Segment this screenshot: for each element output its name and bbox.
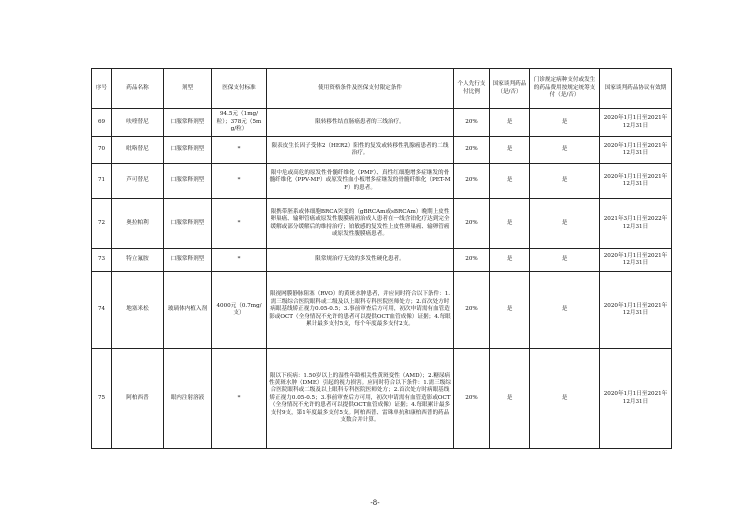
- cell-outpatient: 是: [530, 272, 600, 349]
- cell-form: 口服常释剂型: [164, 199, 212, 249]
- cell-conditions: 限以下疾病：1.50岁以上的湿性年龄相关性黄斑变性（AMD）；2.糖尿病性黄斑水肿（DME）引起的视力损害。应同时符合以下条件：1.需三级综合医院眼科或二级及以上眼科专科医院医师处方；2.首次处方时病眼基线矫正视力0.05-0.5；3.事前审查后方可用，初次申请需有血管造影或OCT（全身情况不允许的患者可以提供OCT血管成像）证据；4.每眼累计最多支付9支，第1年度最多支付5支。阿柏西普、雷珠单抗和康柏西普的药品支数合并计算。: [267, 349, 454, 449]
- cell-no: 71: [92, 164, 112, 199]
- cell-conditions: 限视网膜静脉阻塞（RVO）的黄斑水肿患者，并应同时符合以下条件：1.需三级综合医院眼科或二级及以上眼科专科医院医师处方；2.首次处方时病眼基线矫正视力0.05-0.5；3.事前审查后方可用，初次申请需有血管造影或OCT（全身情况不允许的患者可以提供OCT血管成像）证据；4.每眼累计最多支付5支，每个年度最多支付2支。: [267, 272, 454, 349]
- cell-outpatient: 是: [530, 249, 600, 272]
- cell-nego: 是: [490, 249, 530, 272]
- header-validity: 国家谈判药品协议有效期: [600, 69, 672, 109]
- cell-form: 玻璃体内植入剂: [164, 272, 212, 349]
- header-conditions: 使用资格条件及医保支付限定条件: [267, 69, 454, 109]
- cell-conditions: 限表皮生长因子受体2（HER2）阳性的复发或转移性乳腺癌患者的二线治疗。: [267, 137, 454, 164]
- header-nego: 国家谈判药品（是/否）: [490, 69, 530, 109]
- table-row: [92, 349, 672, 449]
- header-no: 序号: [92, 69, 112, 109]
- cell-nego: 是: [490, 349, 530, 449]
- header-ratio: 个人先行支付比例: [454, 69, 490, 109]
- cell-validity: 2020年1月1日至2021年12月31日: [600, 249, 672, 272]
- cell-standard: *: [212, 349, 267, 449]
- cell-standard: 94.5元（1mg/粒）；378元（5mg/粒）: [212, 109, 267, 137]
- cell-form: 口服常释剂型: [164, 249, 212, 272]
- cell-form: 口服常释剂型: [164, 137, 212, 164]
- cell-standard: *: [212, 249, 267, 272]
- header-form: 剂型: [164, 69, 212, 109]
- cell-form: 口服常释剂型: [164, 109, 212, 137]
- cell-name: 特立氟胺: [112, 249, 164, 272]
- cell-outpatient: 是: [530, 349, 600, 449]
- cell-validity: 2020年1月1日至2021年12月31日: [600, 164, 672, 199]
- table-row: [92, 249, 672, 272]
- table-row: [92, 164, 672, 199]
- cell-name: 地塞米松: [112, 272, 164, 349]
- cell-conditions: 限携带胚系或体细胞BRCA突变的（gBRCAm或sBRCAm）晚期上皮性卵巢癌、输卵管癌或原发性腹膜癌初治成人患者在一线含铂化疗达到完全缓解或部分缓解后的维持治疗；铂敏感的复发性上皮性卵巢癌、输卵管癌或原发性腹膜癌患者。: [267, 199, 454, 249]
- cell-no: 69: [92, 109, 112, 137]
- cell-standard: *: [212, 137, 267, 164]
- cell-nego: 是: [490, 164, 530, 199]
- header-outpatient: 门诊规定病种支付或发生的药品费用按规定统筹支付（是/否）: [530, 69, 600, 109]
- cell-standard: *: [212, 164, 267, 199]
- header-standard: 医保支付标准: [212, 69, 267, 109]
- cell-outpatient: 是: [530, 137, 600, 164]
- cell-nego: 是: [490, 199, 530, 249]
- page-number: -8-: [370, 499, 380, 507]
- cell-no: 72: [92, 199, 112, 249]
- cell-name: 芦可替尼: [112, 164, 164, 199]
- table-row: [92, 199, 672, 249]
- cell-conditions: 限中危或高危的原发性骨髓纤维化（PMF）、真性红细胞增多症继发的骨髓纤维化（PPV-MF）或原发性血小板增多症继发的骨髓纤维化（PET-MF）的患者。: [267, 164, 454, 199]
- cell-validity: 2020年1月1日至2021年12月31日: [600, 349, 672, 449]
- table-row: [92, 137, 672, 164]
- cell-validity: 2020年1月1日至2021年12月31日: [600, 109, 672, 137]
- cell-ratio: 20%: [454, 109, 490, 137]
- cell-name: 吡咯替尼: [112, 137, 164, 164]
- cell-validity: 2021年3月1日至2022年12月31日: [600, 199, 672, 249]
- header-name: 药品名称: [112, 69, 164, 109]
- cell-nego: 是: [490, 272, 530, 349]
- cell-conditions: 限转移性结直肠癌患者的三线治疗。: [267, 109, 454, 137]
- cell-outpatient: 是: [530, 109, 600, 137]
- cell-ratio: 20%: [454, 349, 490, 449]
- cell-nego: 是: [490, 137, 530, 164]
- drug-table: [91, 68, 672, 449]
- cell-ratio: 20%: [454, 164, 490, 199]
- cell-no: 73: [92, 249, 112, 272]
- table-row: [92, 109, 672, 137]
- cell-outpatient: 是: [530, 164, 600, 199]
- cell-form: 眼内注射溶液: [164, 349, 212, 449]
- cell-ratio: 20%: [454, 272, 490, 349]
- cell-no: 75: [92, 349, 112, 449]
- cell-name: 呋喹替尼: [112, 109, 164, 137]
- cell-validity: 2020年1月1日至2021年12月31日: [600, 137, 672, 164]
- cell-form: 口服常释剂型: [164, 164, 212, 199]
- cell-ratio: 20%: [454, 199, 490, 249]
- cell-nego: 是: [490, 109, 530, 137]
- cell-validity: 2020年1月1日至2021年12月31日: [600, 272, 672, 349]
- cell-no: 70: [92, 137, 112, 164]
- cell-standard: *: [212, 199, 267, 249]
- cell-name: 阿柏西普: [112, 349, 164, 449]
- cell-conditions: 限常规治疗无效的多发性硬化患者。: [267, 249, 454, 272]
- table-row: [92, 272, 672, 349]
- cell-standard: 4000元（0.7mg/支）: [212, 272, 267, 349]
- table-header-row: [92, 69, 672, 109]
- cell-name: 奥拉帕利: [112, 199, 164, 249]
- cell-ratio: 20%: [454, 249, 490, 272]
- cell-ratio: 20%: [454, 137, 490, 164]
- cell-no: 74: [92, 272, 112, 349]
- cell-outpatient: 是: [530, 199, 600, 249]
